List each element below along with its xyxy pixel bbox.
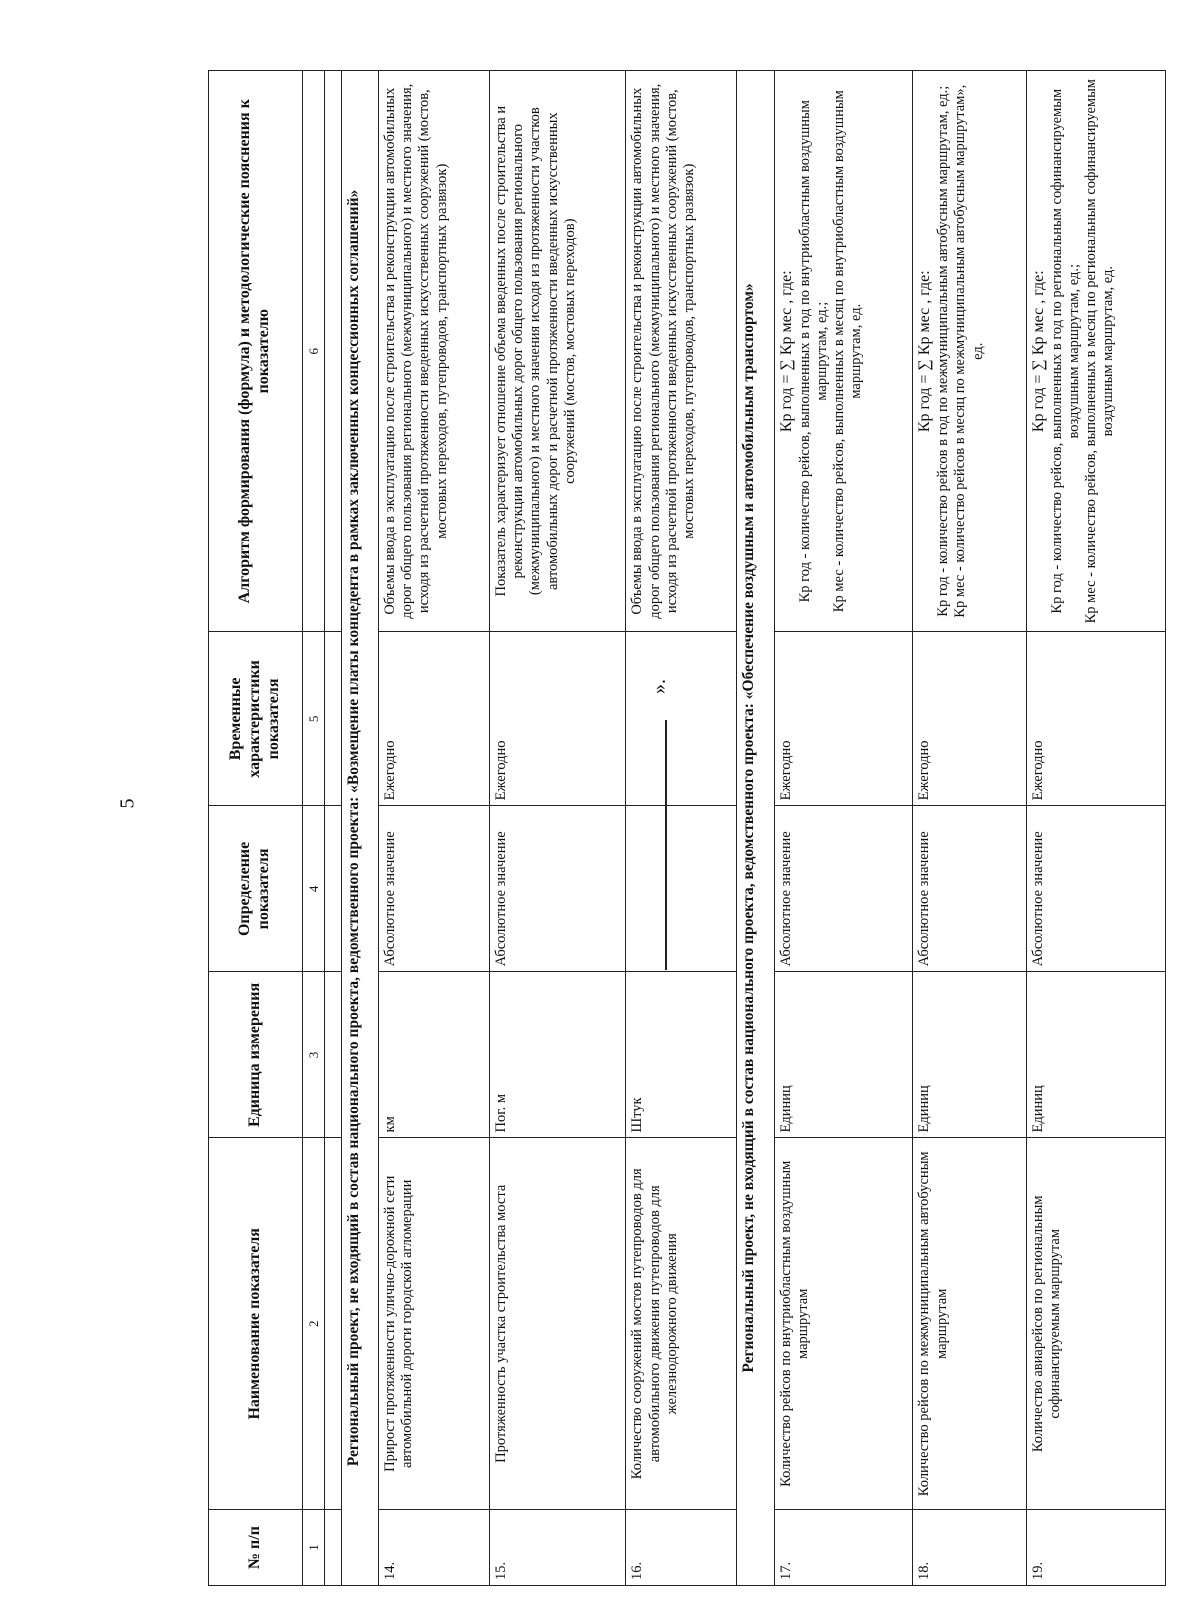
header-num: № п/п xyxy=(209,1510,303,1586)
column-number: 3 xyxy=(302,972,324,1138)
table-row xyxy=(913,71,1027,1586)
unit-cell: Пог. м xyxy=(490,972,626,1138)
spacer-row xyxy=(324,71,341,1586)
time-cell: Ежегодно xyxy=(1027,632,1166,806)
formula-explanation: Кр год - количество рейсов в год по межмуниципальным автобусным маршрутам, ед.; xyxy=(935,85,952,617)
header-row xyxy=(209,71,303,1586)
spacer-cell xyxy=(324,806,341,972)
header-definition: Определение показателя xyxy=(209,806,303,972)
row-number: 16. xyxy=(626,1510,737,1586)
formula-explanation: Кр мес - количество рейсов в месяц по межмуниципальным автобусным маршрутам», ед. xyxy=(952,84,986,618)
table-row xyxy=(490,71,626,1586)
indicator-name: Количество авиарейсов по региональным софинансируемым маршрутам xyxy=(1027,1138,1166,1510)
spacer-cell xyxy=(324,71,341,632)
time-cell: Ежегодно xyxy=(490,632,626,806)
indicator-name: Количество рейсов по межмуниципальным автобусным маршрутам xyxy=(913,1138,1027,1510)
formula-explanation: Кр мес - количество рейсов, выполненных в месяц по региональным софинансируемым воздушным маршрутам, ед. xyxy=(1083,79,1117,624)
spacer-cell xyxy=(324,1138,341,1510)
row-number: 18. xyxy=(913,1510,1027,1586)
unit-cell: Штук xyxy=(626,972,737,1138)
indicator-table xyxy=(208,70,1166,1586)
formula: Кр год = ∑ Кр мес , где: xyxy=(777,270,795,433)
closing-mark: ». xyxy=(648,679,670,694)
definition-cell xyxy=(626,806,737,972)
column-number: 6 xyxy=(302,71,324,632)
column-numbers-row xyxy=(302,71,324,1586)
column-number: 4 xyxy=(302,806,324,972)
algorithm-cell xyxy=(913,71,1027,632)
time-cell: Ежегодно xyxy=(774,632,913,806)
page-number: 5 xyxy=(116,798,139,809)
formula-explanation: Кр год - количество рейсов, выполненных в год по внутриобластным воздушным маршрутам, ед.; xyxy=(796,100,830,603)
indicator-name: Количество сооружений мостов путепроводов для автомобильного движения путепроводов для железнодорожного движения xyxy=(626,1138,737,1510)
header-time: Временные характеристики показателя xyxy=(209,632,303,806)
column-number: 5 xyxy=(302,632,324,806)
table-row xyxy=(1027,71,1166,1586)
row-number: 19. xyxy=(1027,1510,1166,1586)
header-name: Наименование показателя xyxy=(209,1138,303,1510)
section-title-1: Региональный проект, не входящий в состав национального проекта, ведомственного проекта: «Возмещение платы концедента в рамках заключенных концессионных соглашений» xyxy=(341,71,378,1586)
spacer-cell xyxy=(324,632,341,806)
row-number: 14. xyxy=(379,1510,490,1586)
indicator-name: Количество рейсов по внутриобластным воздушным маршрутам xyxy=(774,1138,913,1510)
spacer-cell xyxy=(324,972,341,1138)
column-number: 2 xyxy=(302,1138,324,1510)
header-unit: Единица измерения xyxy=(209,972,303,1138)
definition-cell: Абсолютное значение xyxy=(913,806,1027,972)
formula-explanation: Кр мес - количество рейсов, выполненных в месяц по внутриобластным воздушным маршрутам, ед. xyxy=(830,90,864,613)
row-number: 15. xyxy=(490,1510,626,1586)
table-row xyxy=(379,71,490,1586)
unit-cell: км xyxy=(379,972,490,1138)
indicator-table-wrapper xyxy=(208,70,1166,1586)
algorithm-cell xyxy=(1027,71,1166,632)
row-number: 17. xyxy=(774,1510,913,1586)
definition-cell: Абсолютное значение xyxy=(490,806,626,972)
definition-cell: Абсолютное значение xyxy=(774,806,913,972)
section-row xyxy=(737,71,774,1586)
indicator-name: Прирост протяженности улично-дорожной сети автомобильной дороги городской агломерации xyxy=(379,1138,490,1510)
table-row xyxy=(626,71,737,1586)
algorithm-cell: Объемы ввода в эксплуатацию после строительства и реконструкции автомобильных дорог общего пользования регионального (межмуниципального) и местного значения, исходя из расчетной протяженности введенных искусственных сооружений (мостов, мостовых переходов, путепроводов, транспортных развязок) xyxy=(626,71,737,632)
indicator-name: Протяженность участка строительства моста xyxy=(490,1138,626,1510)
section-row xyxy=(341,71,378,1586)
unit-cell: Единиц xyxy=(774,972,913,1138)
time-cell: Ежегодно xyxy=(913,632,1027,806)
unit-cell: Единиц xyxy=(1027,972,1166,1138)
definition-cell: Абсолютное значение xyxy=(379,806,490,972)
algorithm-cell: Объемы ввода в эксплуатацию после строительства и реконструкции автомобильных дорог общего пользования регионального (межмуниципального) и местного значения, исходя из расчетной протяженности введенных искусственных сооружений (мостов, мостовых переходов, путепроводов, транспортных развязок) xyxy=(379,71,490,632)
definition-cell: Абсолютное значение xyxy=(1027,806,1166,972)
section-title-2: Региональный проект, не входящий в состав национального проекта, ведомственного проекта: «Обеспечение воздушным и автомобильным транспортом» xyxy=(737,71,774,1586)
formula: Кр год = ∑ Кр мес , где: xyxy=(1030,270,1048,433)
unit-cell: Единиц xyxy=(913,972,1027,1138)
spacer-cell xyxy=(324,1510,341,1586)
table-row xyxy=(774,71,913,1586)
time-cell: Ежегодно xyxy=(379,632,490,806)
header-algorithm: Алгоритм формирования (формула) и методологические пояснения к показателю xyxy=(209,71,303,632)
column-number: 1 xyxy=(302,1510,324,1586)
formula-explanation: Кр год - количество рейсов, выполненных в год по региональным софинансируемым воздушным маршрутам, ед.; xyxy=(1048,88,1083,614)
closing-rule xyxy=(665,720,667,970)
algorithm-cell xyxy=(774,71,913,632)
time-cell xyxy=(626,632,737,806)
algorithm-cell: Показатель характеризует отношение объема введенных после строительства и реконструкции автомобильных дорог общего пользования регионального (межмуниципального) и местного значения исходя из протяженности участков автомобильных дорог и расчетной протяженности введенных искусственных сооружений (мостов, мостовых переходов) xyxy=(490,71,626,632)
formula: Кр год = ∑ Кр мес , где: xyxy=(916,270,934,433)
